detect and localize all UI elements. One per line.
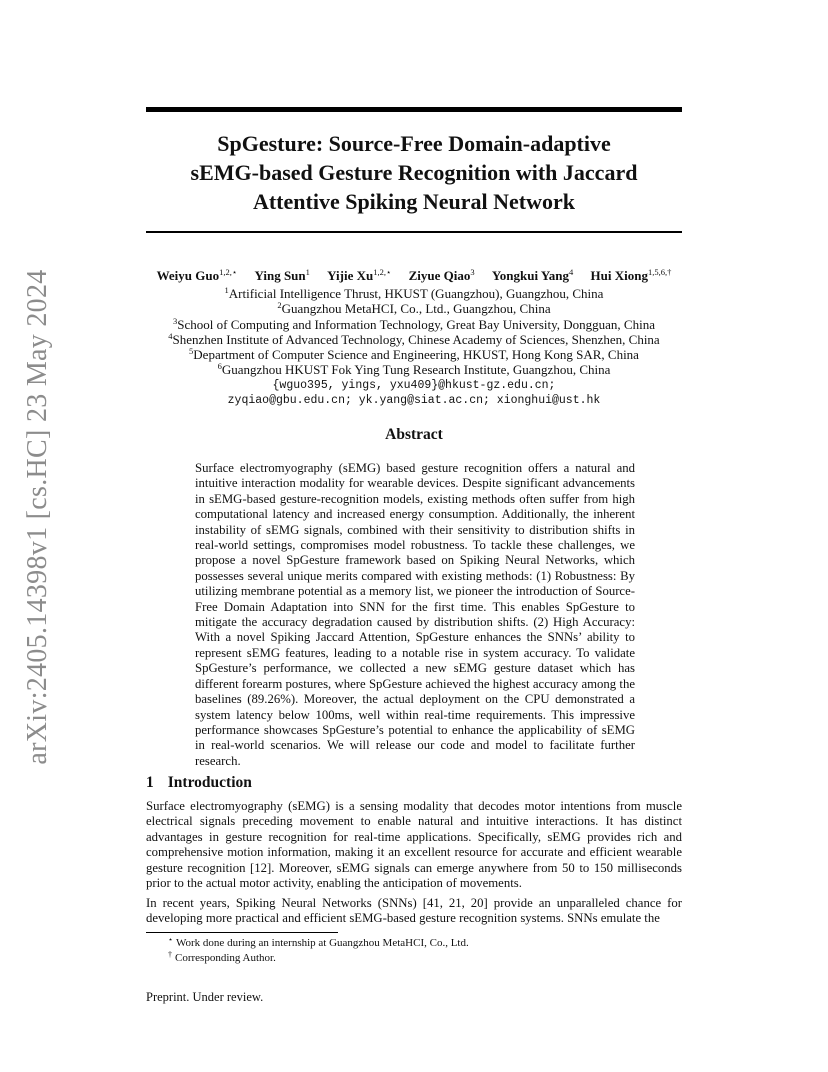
author: Hui Xiong$^{1,5,6,\dagger}$	[590, 267, 672, 283]
affiliation: $^1$Artificial Intelligence Thrust, HKUST (Guangzhou), Guangzhou, China	[224, 285, 604, 301]
body-paragraph: In recent years, Spiking Neural Networks (SNNs) [41, 21, 20] provide an unparalleled chance for developing more practical and efficient sEMG-based gesture recognition systems. SNNs emulate the	[146, 896, 682, 926]
body-paragraph: Surface electromyography (sEMG) is a sensing modality that decodes motor intentions from muscle electrical signals preceding movement to enable natural and intuitive interactions. It has distinct advantages in gesture recognition for real-time applications. Specifically, sEMG provides rich and comprehensive motion information, making it an excellent resource for accurate and efficient wearable gesture recognition [12]. Moreover, sEMG signals can emerge anywhere from 50 to 150 milliseconds prior to the actual motor activity, enabling the anticipation of movements.	[146, 799, 682, 891]
footnote: ⋆ Work done during an internship at Guangzhou MetaHCI, Co., Ltd.	[168, 935, 469, 949]
arxiv-identifier-stamp: arXiv:2405.14398v1 [cs.HC] 23 May 2024	[22, 269, 53, 765]
section-number: 1	[146, 774, 154, 791]
title-top-rule	[146, 107, 682, 112]
affiliations	[110, 286, 718, 408]
title-line: SpGesture: Source-Free Domain-adaptive	[217, 131, 611, 156]
abstract-heading: Abstract	[385, 426, 443, 443]
title-line: sEMG-based Gesture Recognition with Jaccard	[190, 160, 638, 185]
author-emails[interactable]: zyqiao@gbu.edu.cn; yk.yang@siat.ac.cn; xionghui@ust.hk	[227, 394, 601, 408]
abstract-text: Surface electromyography (sEMG) based gesture recognition offers a natural and intuitive interaction modality for wearable devices. Despite significant advancements in sEMG-based gesture-recognition models, existing methods often suffer from high computational latency and increased energy consumption. Additionally, the inherent instability of sEMG signals, combined with their sensitivity to distribution shifts in real-world settings, compromises model robustness. To tackle these challenges, we propose a novel SpGesture framework based on Spiking Neural Networks, which possesses several unique merits compared with existing methods: (1) Robustness: By utilizing membrane potential as a memory list, we pioneer the introduction of Source-Free Domain Adaptation into SNN for the first time. This enables SpGesture to mitigate the accuracy degradation caused by distribution shifts. (2) High Accuracy: With a novel Spiking Jaccard Attention, SpGesture enhances the SNNs’ ability to represent sEMG features, leading to a notable rise in system accuracy. To validate SpGesture’s performance, we collected a new sEMG gesture dataset which has different forearm postures, where SpGesture achieved the highest accuracy among the baselines (89.26%). Moreover, the actual deployment on the CPU demonstrated a system latency below 100ms, well within real-time requirements. This impressive performance showcases SpGesture’s potential to enhance the applicability of sEMG in real-world scenarios. We will release our code and model to facilitate further research.	[195, 461, 635, 768]
affiliation: $^5$Department of Computer Science and Engineering, HKUST, Hong Kong SAR, China	[189, 346, 639, 363]
preprint-note: Preprint. Under review.	[146, 990, 264, 1004]
footnote-rule	[146, 932, 338, 933]
author-emails[interactable]: {wguo395, yings, yxu409}@hkust-gz.edu.cn;	[272, 378, 556, 392]
section-title: Introduction	[167, 774, 252, 791]
affiliation: $^2$Guangzhou MetaHCI, Co., Ltd., Guangzhou, China	[277, 300, 551, 317]
author: Weiyu Guo$^{1,2,⋆}$	[156, 267, 238, 283]
affiliation: $^3$School of Computing and Information Technology, Great Bay University, Dongguan, China	[173, 315, 655, 332]
paper-title	[146, 129, 682, 216]
title-line: Attentive Spiking Neural Network	[252, 189, 576, 214]
title-bottom-rule	[146, 231, 682, 233]
section-heading	[146, 774, 252, 792]
footnotes	[168, 936, 469, 965]
author: Yijie $Xu^{1,2,⋆}$	[327, 267, 392, 283]
author: Ziyue Qiao$^3$	[408, 267, 475, 283]
author: Ying Sun$^1$	[254, 267, 310, 283]
author-list	[110, 268, 718, 284]
author: Yongkui Yang$^4$	[491, 267, 574, 283]
affiliation: $^4$Shenzhen Institute of Advanced Technology, Chinese Academy of Sciences, Shenzhen, China	[168, 330, 660, 347]
affiliation: $^6$Guangzhou HKUST Fok Ying Tung Research Institute, Guangzhou, China	[217, 361, 611, 378]
footnote: † Corresponding Author.	[168, 949, 276, 964]
